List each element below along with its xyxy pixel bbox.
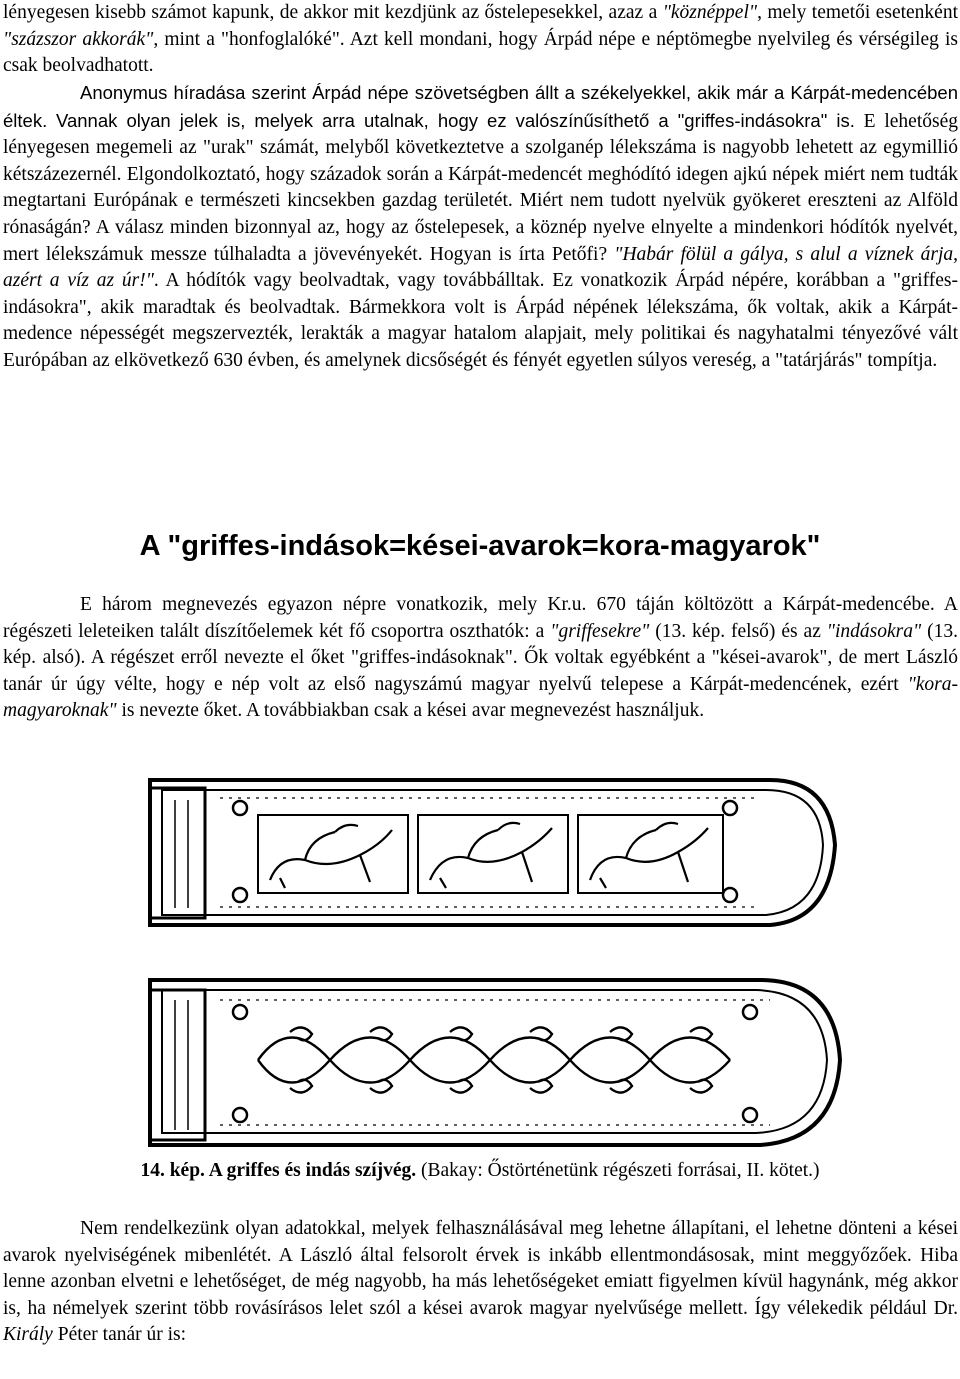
section-heading: A "griffes-indások=kései-avarok=kora-magyarok" <box>139 530 821 562</box>
figure-caption <box>0 1160 960 1182</box>
p1-text-c: , mint a "honfoglalóké". Azt kell mondani, hogy Árpád népe e néptömegbe nyelvileg és vérségileg is csak beolvadhatott. <box>3 28 958 77</box>
paragraph-4 <box>3 1216 958 1349</box>
figure-caption-title: 14. kép. A griffes és indás szíjvég. <box>140 1160 417 1181</box>
p3-text-c: (13. kép. alsó). A régészet erről nevezte el őket "griffes-indásoknak". Ők voltak egyébként a "kései-avarok", de mert László tanár úr úgy vélte, hogy e nép volt az első nagyszámú magyar nyelvű telepese a Kárpát-medencének, ezért <box>3 620 958 695</box>
p3-text-a: E három megnevezés egyazon népre vonatkozik, mely Kr.u. 670 táján költözött a Kárpát-medencébe. A régészeti leleteiken talált díszítőelemek két fő csoportra oszthatók: a <box>3 594 958 642</box>
p1-quote-szazszor: "százszor akkorák" <box>3 28 154 50</box>
p3-quote-griffesekre: "griffesekre" <box>550 620 650 642</box>
p3-quote-kora-magyaroknak: "kora-magyaroknak" <box>3 673 958 722</box>
p1-text-a: lényegesen kisebb számot kapunk, de akkor mit kezdjünk az őstelepesekkel, azaz a <box>3 2 663 23</box>
paragraph-3 <box>3 592 958 725</box>
p2-anonymus-sentence: Anonymus híradása szerint Árpád népe szövetségben állt a székelyekkel, akik már a Kárpát-medencében éltek. <box>3 82 958 131</box>
figure-caption-source: (Bakay: Őstörténetünk régészeti forrásai, II. kötet.) <box>416 1160 820 1181</box>
p4-text-b: Péter tanár úr is: <box>52 1324 187 1346</box>
p3-text-b: (13. kép. felső) és az <box>649 620 827 642</box>
p2-space <box>47 111 56 132</box>
p2-jelek-sentence: Vannak olyan jelek is, melyek arra utalnak, hogy ez valószínűsíthető a "griffes-indásokra" is. <box>56 109 855 131</box>
p3-quote-indasokra: "indásokra" <box>826 620 922 642</box>
p2-text-end: . A hódítók vagy beolvadtak, vagy továbbálltak. Ez vonatkozik Árpád népére, korábban a "griffes-indásokra", akik maradtak és beolvadtak. Bármekkora volt is Árpád népének lélekszáma, ők voltak, akik a Kárpát-medence népességét megszervezték, lerakták a magyar hatalom alapjait, mely politikai és nagyhatalmi tényezővé vált Európában az elkövetkező 630 évben, és amelynek dicsőségét és fényét egyetlen súlyos vereség, a "tatárjárás" tompítja. <box>3 270 958 371</box>
paragraph-2 <box>3 80 958 375</box>
p4-text-a: Nem rendelkezünk olyan adatokkal, melyek felhasználásával meg lehetne állapítani, el lehetne dönteni a kései avarok nyelviségének mibenlétét. A László által felsorolt érvek is inkább ellentmondásosak, mint meggyőzőek. Hiba lenne azonban elvetni e lehetőséget, de még nagyobb, ha más lehetőségeket emiatt figyelmen kívül hagynánk, még akkor is, ha némelyek szerint több rovásírásos lelet szól a kései avarok magyar nyelvűsége mellett. Így vélekedik például Dr. <box>3 1218 958 1319</box>
paragraph-1 <box>3 0 958 80</box>
p3-text-d: is nevezte őket. A továbbiakban csak a kései avar megnevezést használjuk. <box>116 700 705 722</box>
p2-text-main: E lehetőség lényegesen megemeli az "urak" számát, melyből következtetve a szolganép lélekszáma is nagyobb lehetett az egymillió kétszázezernél. Elgondolkoztató, hogy századok során a Kárpát-medencét meghódító idegen ajkú népek miért nem tudták megtartani Európának e természeti kincsekben gazdag területét. Miért nem tudott nyelvük gyökeret ereszteni az Alföld rónaságán? A válasz minden bizonnyal az, hogy az őstelepesek, a köznép nyelve elnyelte a mindenkori hódítók nyelvét, mert lélekszámuk messze túlhaladta a jövevényekét. Hogyan is írta Petőfi? <box>3 110 958 265</box>
p2-petofi-quote: "Habár fölül a gálya, s alul a víznek árja, azért a víz az úr!" <box>3 243 958 292</box>
p4-name-kiraly: Király <box>3 1324 53 1346</box>
griffin-strap-end-illustration <box>150 780 835 925</box>
p1-text-b: , mely temetői esetenként <box>757 2 959 23</box>
p1-quote-kozneppel: "köznéppel" <box>662 2 758 23</box>
strap-end-figure <box>130 760 850 1155</box>
tendril-strap-end-illustration <box>150 980 840 1145</box>
